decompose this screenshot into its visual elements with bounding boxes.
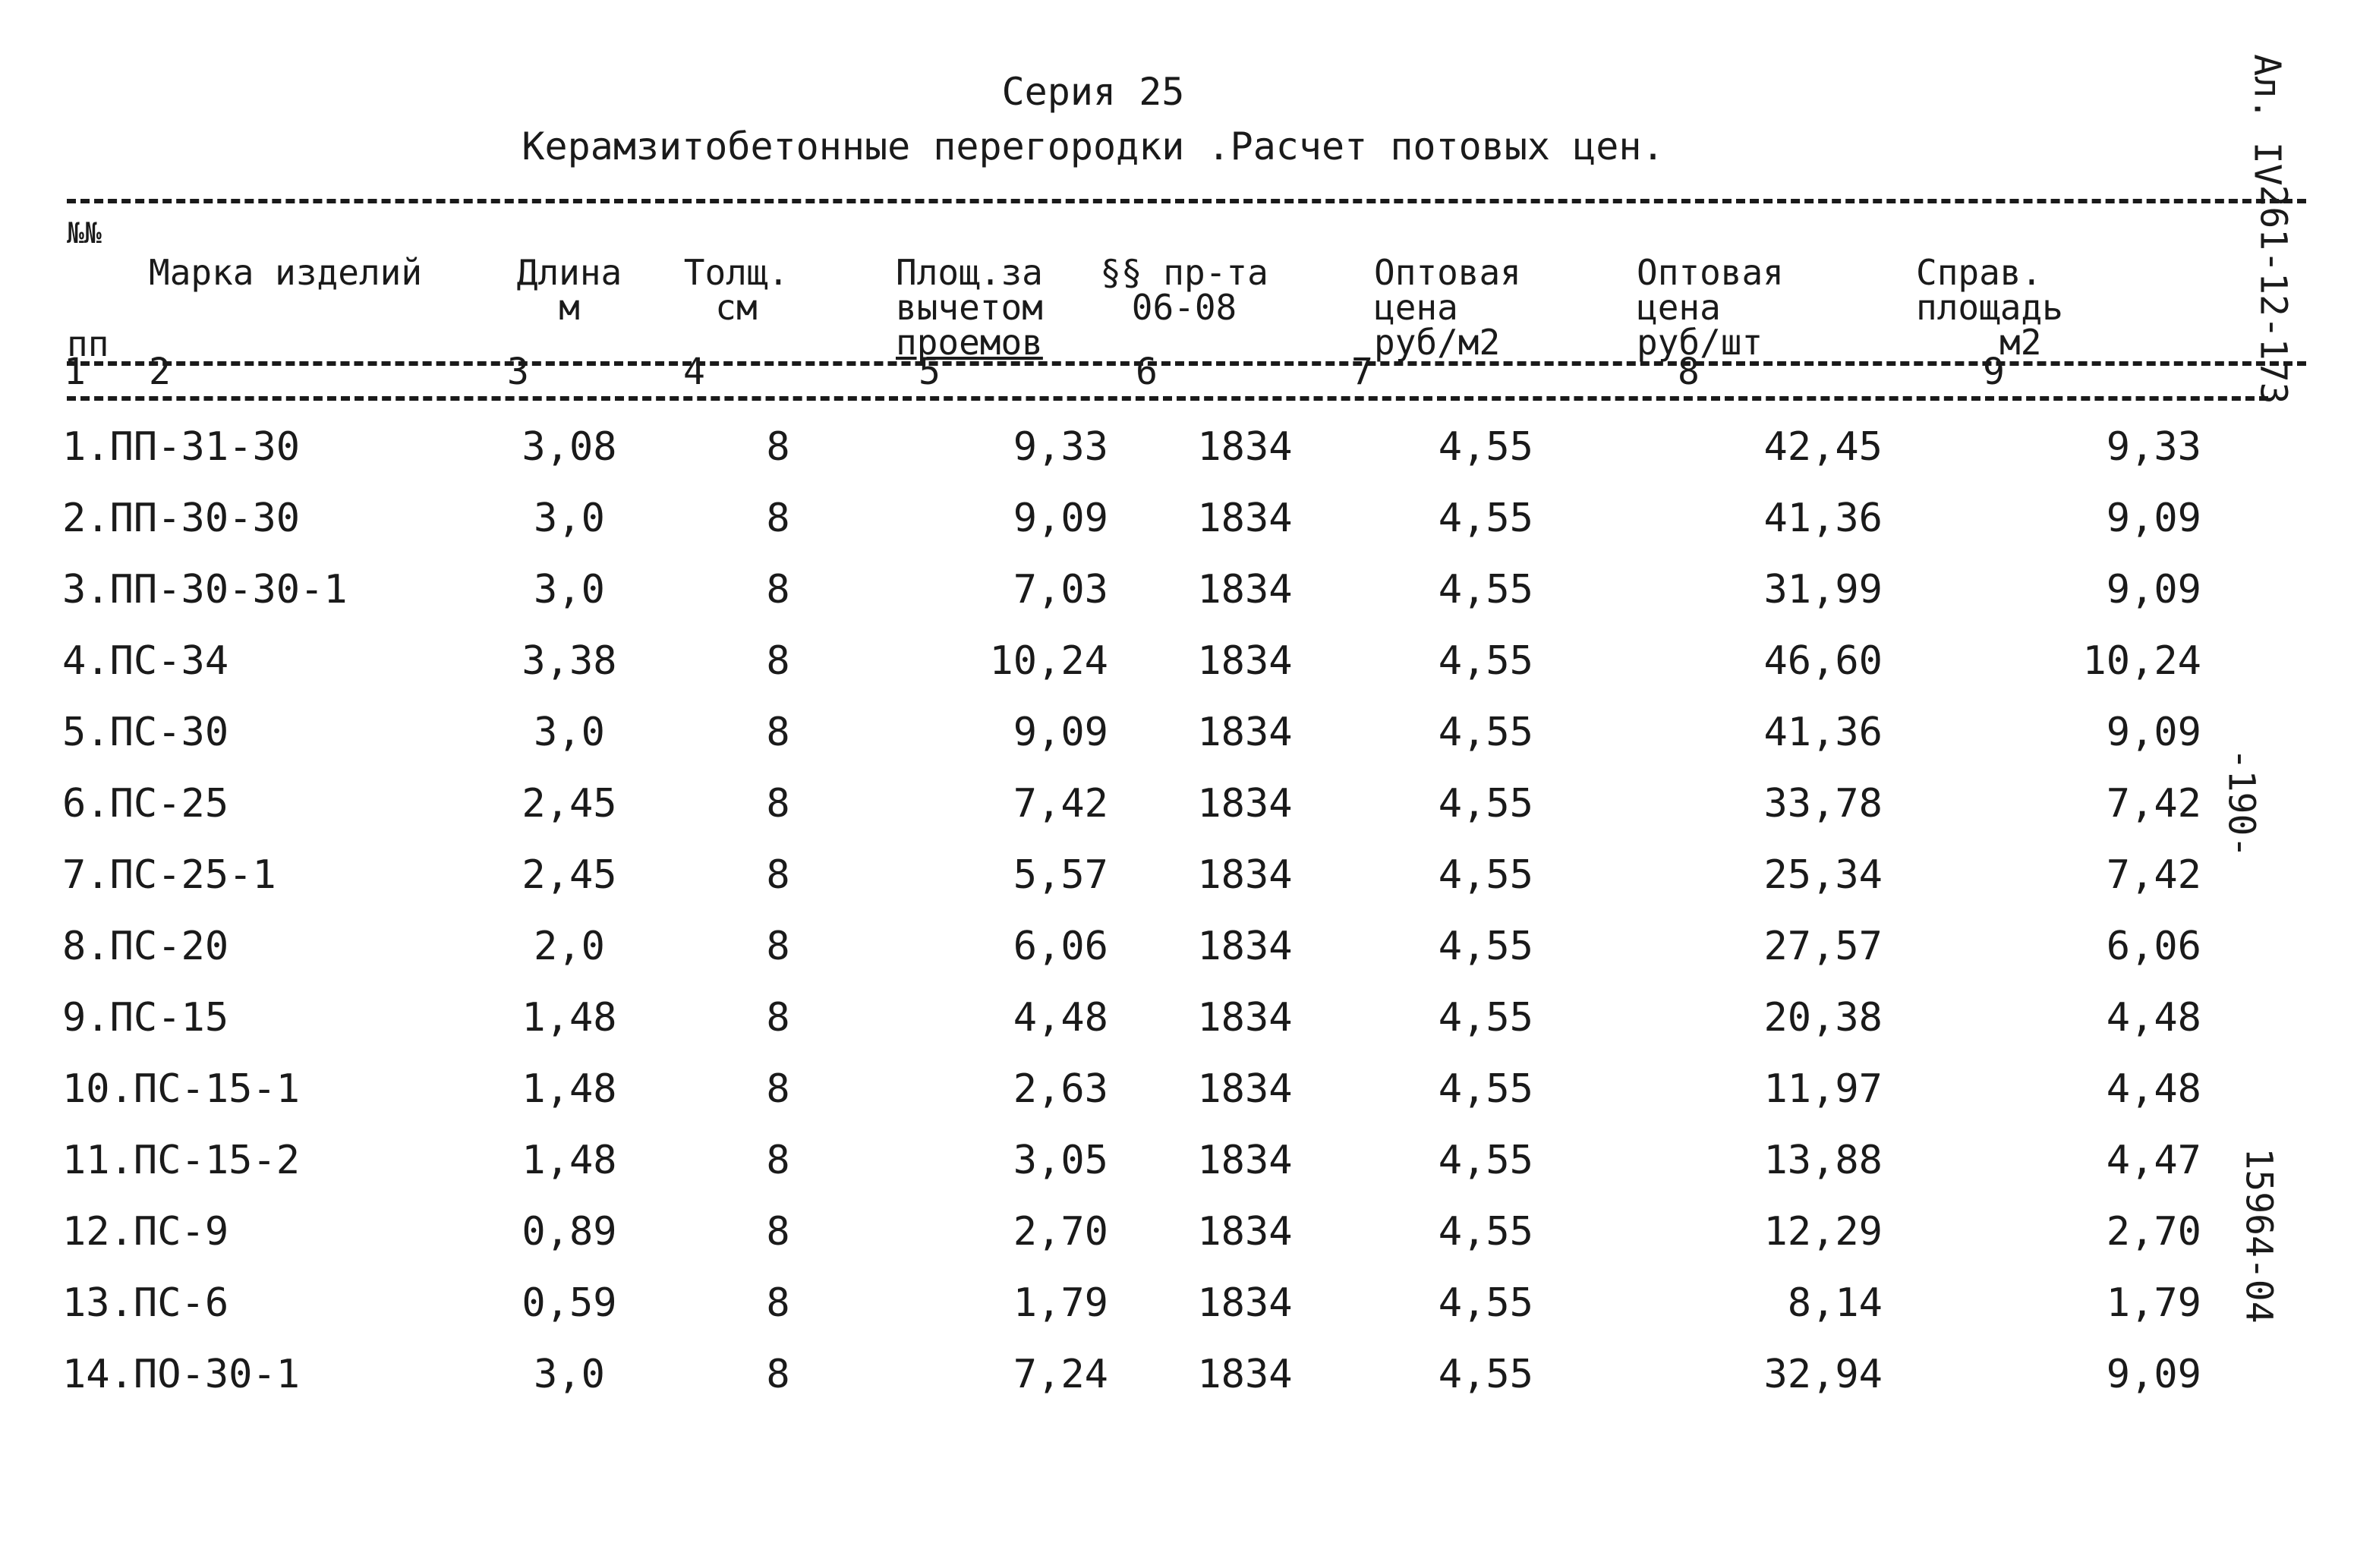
cell-thickness: 8 (766, 781, 790, 827)
cell-length: 2,45 (522, 852, 617, 898)
cell-area: 9,09 (1013, 710, 1108, 755)
cell-price-pcs: 46,60 (1763, 638, 1883, 684)
cell-length: 1,48 (522, 995, 617, 1041)
sheet-label: Ал. IV (2245, 54, 2289, 186)
cell-area: 2,70 (1013, 1209, 1108, 1255)
cell-length: 3,0 (534, 496, 605, 541)
header-ref-area-line2: площадь (1916, 287, 2063, 328)
table-row (0, 768, 2277, 839)
cell-area: 10,24 (989, 638, 1108, 684)
cell-mark: 13.ПС-6 (62, 1280, 229, 1326)
table-row (0, 697, 2277, 768)
cell-price-pcs: 25,34 (1763, 852, 1883, 898)
cell-project: 1834 (1197, 1066, 1293, 1112)
cell-ref-area: 2,70 (2106, 1209, 2201, 1255)
cell-price-pcs: 20,38 (1763, 995, 1883, 1041)
cell-area: 7,03 (1013, 567, 1108, 612)
header-ref-area (1916, 252, 2063, 363)
cell-area: 6,06 (1013, 924, 1108, 969)
cell-mark: 10.ПС-15-1 (62, 1066, 301, 1112)
cell-length: 0,59 (522, 1280, 617, 1326)
table-row (0, 911, 2277, 982)
cell-thickness: 8 (766, 852, 790, 898)
album-code: 261-12-173 (2252, 184, 2295, 405)
table-row (0, 1125, 2277, 1196)
cell-project: 1834 (1197, 995, 1293, 1041)
cell-ref-area: 9,09 (2106, 1352, 2201, 1397)
cell-price-m2: 4,55 (1438, 852, 1533, 898)
header-thickness (668, 252, 805, 328)
cell-mark: 14.ПО-30-1 (62, 1352, 301, 1397)
cell-price-m2: 4,55 (1438, 924, 1533, 969)
cell-project: 1834 (1197, 781, 1293, 827)
cell-mark: 2.ПП-30-30 (62, 496, 301, 541)
cell-area: 3,05 (1013, 1138, 1108, 1183)
header-price-pcs-line1: Оптовая (1637, 252, 1784, 293)
cell-project: 1834 (1197, 852, 1293, 898)
table-row (0, 982, 2277, 1053)
cell-length: 2,45 (522, 781, 617, 827)
header-project (1086, 252, 1283, 328)
cell-thickness: 8 (766, 1209, 790, 1255)
cell-ref-area: 9,09 (2106, 710, 2201, 755)
cell-price-pcs: 42,45 (1763, 424, 1883, 470)
cell-project: 1834 (1197, 1280, 1293, 1326)
cell-area: 5,57 (1013, 852, 1108, 898)
cell-project: 1834 (1197, 638, 1293, 684)
cell-thickness: 8 (766, 638, 790, 684)
header-area-line1: Площ.за (896, 252, 1043, 293)
cell-area: 9,33 (1013, 424, 1108, 470)
cell-price-m2: 4,55 (1438, 995, 1533, 1041)
document-number: 15964-04 (2237, 1148, 2280, 1324)
header-project-line2: 06-08 (1131, 287, 1237, 328)
table-row (0, 1339, 2277, 1410)
header-price-m2-line3: руб/м2 (1374, 322, 1501, 363)
cell-price-pcs: 41,36 (1763, 710, 1883, 755)
cell-mark: 1.ПП-31-30 (62, 424, 301, 470)
cell-price-m2: 4,55 (1438, 781, 1533, 827)
cell-ref-area: 9,09 (2106, 567, 2201, 612)
cell-price-m2: 4,55 (1438, 1209, 1533, 1255)
cell-project: 1834 (1197, 924, 1293, 969)
cell-mark: 4.ПС-34 (62, 638, 229, 684)
cell-thickness: 8 (766, 496, 790, 541)
cell-length: 3,08 (522, 424, 617, 470)
table-row (0, 1053, 2277, 1125)
header-price-pcs (1637, 252, 1784, 363)
cell-mark: 9.ПС-15 (62, 995, 229, 1041)
table-row (0, 839, 2277, 911)
column-number-7: 7 (1351, 351, 1373, 393)
table-row (0, 554, 2277, 625)
cell-mark: 6.ПС-25 (62, 781, 229, 827)
cell-mark: 8.ПС-20 (62, 924, 229, 969)
cell-project: 1834 (1197, 567, 1293, 612)
cell-project: 1834 (1197, 1352, 1293, 1397)
cell-area: 9,09 (1013, 496, 1108, 541)
cell-mark: 12.ПС-9 (62, 1209, 229, 1255)
cell-thickness: 8 (766, 567, 790, 612)
cell-length: 3,0 (534, 1352, 605, 1397)
cell-ref-area: 4,48 (2106, 995, 2201, 1041)
cell-area: 4,48 (1013, 995, 1108, 1041)
table-row (0, 483, 2277, 554)
cell-price-pcs: 27,57 (1763, 924, 1883, 969)
cell-price-m2: 4,55 (1438, 1352, 1533, 1397)
cell-area: 1,79 (1013, 1280, 1108, 1326)
column-number-3: 3 (507, 351, 529, 393)
header-number-label-2: пп (67, 323, 109, 364)
header-mark: Марка изделий (149, 252, 423, 293)
table-row (0, 411, 2277, 483)
header-ref-area-line1: Справ. (1916, 252, 2043, 293)
cell-thickness: 8 (766, 1352, 790, 1397)
table-row (0, 1196, 2277, 1267)
column-number-4: 4 (683, 351, 705, 393)
header-area-line3: проемов (896, 322, 1043, 363)
header-length-line1: Длина (516, 252, 622, 293)
header-top-rule (67, 199, 2306, 203)
cell-ref-area: 10,24 (2082, 638, 2201, 684)
header-thickness-line2: см (715, 287, 758, 328)
cell-length: 2,0 (534, 924, 605, 969)
cell-mark: 5.ПС-30 (62, 710, 229, 755)
cell-project: 1834 (1197, 1138, 1293, 1183)
cell-ref-area: 4,47 (2106, 1138, 2201, 1183)
column-number-1: 1 (64, 351, 86, 393)
cell-thickness: 8 (766, 1280, 790, 1326)
cell-length: 1,48 (522, 1066, 617, 1112)
cell-thickness: 8 (766, 924, 790, 969)
cell-price-m2: 4,55 (1438, 1138, 1533, 1183)
cell-mark: 7.ПС-25-1 (62, 852, 276, 898)
cell-price-m2: 4,55 (1438, 567, 1533, 612)
header-price-pcs-line3: руб/шт (1637, 322, 1763, 363)
cell-length: 3,38 (522, 638, 617, 684)
cell-project: 1834 (1197, 424, 1293, 470)
header-area-line2: вычетом (896, 287, 1043, 328)
cell-thickness: 8 (766, 710, 790, 755)
cell-thickness: 8 (766, 424, 790, 470)
cell-thickness: 8 (766, 995, 790, 1041)
cell-thickness: 8 (766, 1138, 790, 1183)
cell-price-pcs: 41,36 (1763, 496, 1883, 541)
document-series: Серия 25 (1001, 70, 1185, 114)
header-price-m2 (1374, 252, 1521, 363)
column-number-2: 2 (149, 351, 171, 393)
table-row (0, 1267, 2277, 1339)
cell-length: 0,89 (522, 1209, 617, 1255)
header-price-m2-line2: цена (1374, 287, 1458, 328)
cell-price-pcs: 11,97 (1763, 1066, 1883, 1112)
cell-mark: 11.ПС-15-2 (62, 1138, 301, 1183)
cell-price-pcs: 13,88 (1763, 1138, 1883, 1183)
cell-ref-area: 1,79 (2106, 1280, 2201, 1326)
header-price-m2-line1: Оптовая (1374, 252, 1521, 293)
cell-length: 3,0 (534, 567, 605, 612)
page-number: -190- (2220, 748, 2263, 858)
header-price-pcs-line2: цена (1637, 287, 1721, 328)
cell-length: 1,48 (522, 1138, 617, 1183)
header-length (486, 252, 653, 328)
header-ref-area-line3: м2 (1999, 322, 2042, 363)
cell-price-m2: 4,55 (1438, 710, 1533, 755)
header-bottom-rule (67, 396, 2268, 401)
document-title: Керамзитобетонные перегородки .Расчет потовых цен. (522, 124, 1665, 168)
header-area (896, 252, 1043, 363)
cell-ref-area: 9,09 (2106, 496, 2201, 541)
cell-price-pcs: 32,94 (1763, 1352, 1883, 1397)
cell-area: 7,42 (1013, 781, 1108, 827)
header-length-line2: м (559, 287, 580, 328)
table-row (0, 625, 2277, 697)
cell-ref-area: 7,42 (2106, 781, 2201, 827)
header-thickness-line1: Толщ. (683, 252, 789, 293)
header-project-line1: §§ пр-та (1100, 252, 1268, 293)
cell-project: 1834 (1197, 1209, 1293, 1255)
cell-length: 3,0 (534, 710, 605, 755)
cell-ref-area: 9,33 (2106, 424, 2201, 470)
cell-price-pcs: 8,14 (1787, 1280, 1883, 1326)
column-number-6: 6 (1136, 351, 1158, 393)
cell-price-m2: 4,55 (1438, 1066, 1533, 1112)
cell-ref-area: 4,48 (2106, 1066, 2201, 1112)
cell-ref-area: 7,42 (2106, 852, 2201, 898)
column-number-8: 8 (1678, 351, 1700, 393)
cell-thickness: 8 (766, 1066, 790, 1112)
header-number-label: №№ (67, 216, 102, 250)
cell-price-m2: 4,55 (1438, 638, 1533, 684)
column-number-5: 5 (919, 351, 941, 393)
cell-area: 7,24 (1013, 1352, 1108, 1397)
cell-price-m2: 4,55 (1438, 1280, 1533, 1326)
cell-price-m2: 4,55 (1438, 424, 1533, 470)
cell-area: 2,63 (1013, 1066, 1108, 1112)
cell-price-pcs: 12,29 (1763, 1209, 1883, 1255)
cell-project: 1834 (1197, 496, 1293, 541)
cell-price-m2: 4,55 (1438, 496, 1533, 541)
header-middle-rule (67, 361, 2306, 366)
cell-ref-area: 6,06 (2106, 924, 2201, 969)
column-number-9: 9 (1983, 351, 2005, 393)
cell-price-pcs: 33,78 (1763, 781, 1883, 827)
cell-mark: 3.ПП-30-30-1 (62, 567, 348, 612)
cell-project: 1834 (1197, 710, 1293, 755)
cell-price-pcs: 31,99 (1763, 567, 1883, 612)
